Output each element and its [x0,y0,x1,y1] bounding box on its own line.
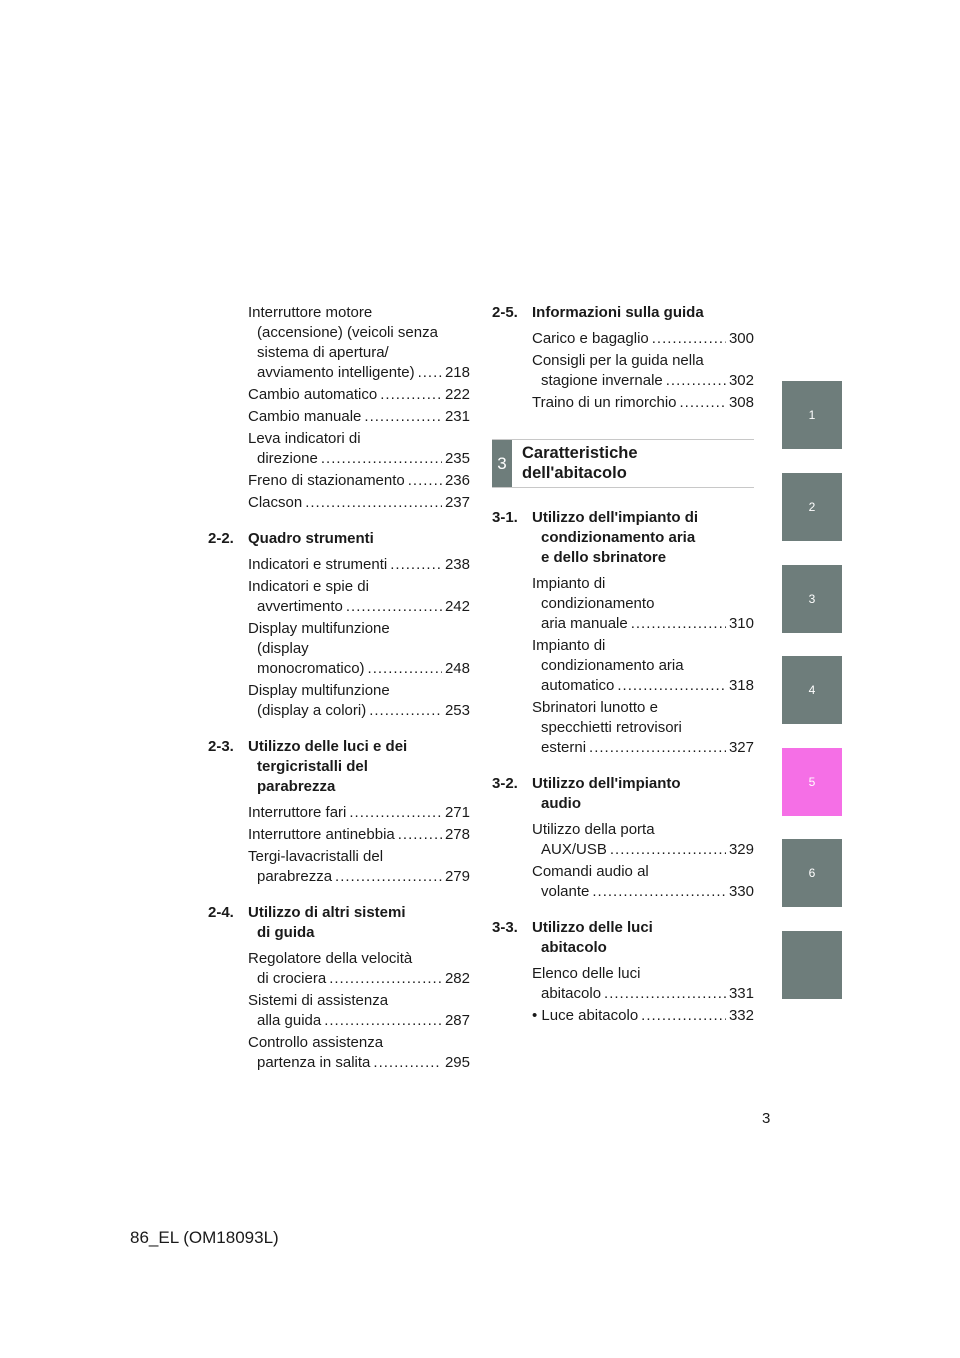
toc-entry[interactable] [492,329,754,349]
toc-entry[interactable] [492,862,754,902]
toc-entry-line [532,594,754,614]
toc-entry-text: Carico e bagaglio [532,330,649,347]
toc-entry-text: direzione [257,450,318,467]
section-heading [208,903,470,943]
toc-entry-line [248,681,470,701]
toc-entry-text: • Luce abitacolo [532,1007,639,1024]
toc-entry-line [248,597,470,617]
toc-left-column [208,303,470,1075]
toc-entry-line [248,1053,470,1073]
toc-right-column [492,303,754,1028]
section-title: Informazioni sulla guida [532,304,704,321]
toc-entry-line [248,449,470,469]
section-title: tergicristalli del [257,758,368,775]
toc-entry-text: Consigli per la guida nella [532,352,704,369]
section-title: Quadro strumenti [248,530,374,547]
dot-leader [666,371,726,391]
toc-entry-text: Comandi audio al [532,863,649,880]
dot-leader [610,840,726,860]
toc-entry-text: volante [541,883,590,900]
dot-leader [390,555,442,575]
toc-entry-text: Display multifunzione [248,682,390,699]
toc-entry-line [248,803,470,823]
section-title: audio [541,795,581,812]
toc-entry[interactable] [208,803,470,823]
section-heading [492,774,754,814]
toc-entry-line [532,676,754,696]
toc-entry-line [248,429,470,449]
toc-entry-line [248,407,470,427]
chapter-tab-2[interactable]: 2 [782,473,842,541]
dot-leader [373,1053,442,1073]
toc-page-number: 271 [444,804,470,821]
toc-entry-text: Sistemi di assistenza [248,992,389,1009]
toc-page-number: 302 [728,372,754,389]
dot-leader [369,701,442,721]
toc-entry[interactable] [208,619,470,679]
toc-entry-text: alla guida [257,1012,322,1029]
dot-leader [641,1006,726,1026]
section-heading [492,508,754,568]
toc-page-number: 248 [444,660,470,677]
toc-entry-text: (accensione) (veicoli senza [257,324,438,341]
toc-page-number: 300 [728,330,754,347]
dot-leader [592,882,726,902]
toc-entry-text: Traino di un rimorchio [532,394,677,411]
dot-leader [305,493,442,513]
toc-page-number: 279 [444,868,470,885]
chapter-title-line: dell'abitacolo [522,464,627,482]
toc-page-number: 308 [728,394,754,411]
toc-entry-line [248,659,470,679]
chapter-title-line: Caratteristiche [522,444,638,462]
toc-entry-line [532,329,754,349]
toc-entry[interactable] [492,964,754,1004]
toc-entry[interactable] [492,574,754,634]
toc-entry-line [532,574,754,594]
toc-entry-text: (display [257,640,309,657]
dot-leader [329,969,442,989]
toc-entry-line [248,1033,470,1053]
toc-entry-line [248,1011,470,1031]
toc-page-number: 235 [444,450,470,467]
toc-entry-text: stagione invernale [541,372,663,389]
toc-entry[interactable] [208,577,470,617]
section-title: di guida [257,924,315,941]
toc-entry-text: avviamento intelligente) [257,364,415,381]
toc-entry-text: specchietti retrovisori [541,719,682,736]
page-number: 3 [762,1110,771,1127]
toc-entry-line [248,991,470,1011]
toc-entry-text: Display multifunzione [248,620,390,637]
toc-entry-text: Impianto di [532,575,606,592]
toc-entry-line [532,698,754,718]
dot-leader [589,738,726,758]
toc-page-number: 295 [444,1054,470,1071]
toc-page-number: 253 [444,702,470,719]
section-heading [492,918,754,958]
toc-entry[interactable] [208,407,470,427]
toc-entry[interactable] [492,698,754,758]
toc-entry-line [248,619,470,639]
document-code: 86_EL (OM18093L) [130,1228,279,1247]
section-number: 3-3. [492,919,518,936]
toc-entry-text: partenza in salita [257,1054,371,1071]
section-number: 2-2. [208,530,234,547]
toc-page-number: 331 [728,985,754,1002]
toc-page-number: 236 [444,472,470,489]
toc-entry-line [248,639,470,659]
section-heading [208,737,470,797]
toc-entry-text: AUX/USB [541,841,607,858]
toc-entry-line [532,614,754,634]
dot-leader [346,597,442,617]
toc-entry-line [248,969,470,989]
toc-entry-line [532,718,754,738]
toc-entry-text: Regolatore della velocità [248,950,413,967]
section-title: parabrezza [257,778,336,795]
toc-entry-line [248,343,470,363]
chapter-tab-3[interactable]: 3 [782,565,842,633]
toc-entry-line [248,949,470,969]
dot-leader [335,867,442,887]
toc-page-number: 242 [444,598,470,615]
dot-leader [321,449,442,469]
section-number: 2-4. [208,904,234,921]
toc-entry[interactable] [492,820,754,860]
section-heading [208,529,470,549]
toc-entry[interactable] [492,393,754,413]
toc-entry-text: aria manuale [541,615,628,632]
dot-leader [364,407,442,427]
toc-entry[interactable] [208,847,470,887]
toc-entry-line [248,493,470,513]
toc-entry[interactable] [208,1033,470,1073]
toc-entry-text: (display a colori) [257,702,367,719]
section-title: abitacolo [541,939,607,956]
chapter-tab-6[interactable]: 6 [782,839,842,907]
chapter-number: 3 [492,440,512,487]
toc-entry[interactable] [208,825,470,845]
section-number: 2-3. [208,738,234,755]
toc-entry-line [248,385,470,405]
toc-entry[interactable] [208,303,470,383]
toc-entry-line [532,738,754,758]
chapter-title [512,440,638,487]
toc-entry-line [532,820,754,840]
toc-entry-line [532,393,754,413]
toc-entry-text: Leva indicatori di [248,430,361,447]
toc-entry[interactable] [208,681,470,721]
toc-entry-line [248,471,470,491]
toc-entry-text: di crociera [257,970,327,987]
section-title: Utilizzo delle luci [532,919,653,936]
toc-page-number: 282 [444,970,470,987]
section-number: 3-1. [492,509,518,526]
toc-entry[interactable] [208,385,470,405]
dot-leader [631,614,726,634]
toc-entry-text: Utilizzo della porta [532,821,655,838]
toc-entry-line [248,847,470,867]
toc-page-number: 231 [444,408,470,425]
toc-entry-text: Indicatori e strumenti [248,556,388,573]
toc-entry-text: condizionamento aria [541,657,684,674]
section-title: condizionamento aria [541,529,696,546]
toc-page-number: 238 [444,556,470,573]
dot-leader [368,659,442,679]
chapter-tab-4[interactable]: 4 [782,656,842,724]
toc-page-number: 318 [728,677,754,694]
section-title: e dello sbrinatore [541,549,667,566]
toc-entry-text: Elenco delle luci [532,965,641,982]
toc-entry-line [532,840,754,860]
toc-entry-text: Impianto di [532,637,606,654]
toc-page-number: 218 [444,364,470,381]
section-title: Utilizzo di altri sistemi [248,904,406,921]
toc-entry-line [248,303,470,323]
section-heading [492,303,754,323]
toc-entry[interactable] [492,351,754,391]
toc-page-number: 329 [728,841,754,858]
section-number: 3-2. [492,775,518,792]
toc-entry-line [248,323,470,343]
dot-leader [604,984,726,1004]
toc-entry-text: Cambio automatico [248,386,378,403]
dot-leader [324,1011,442,1031]
toc-entry-text: Sbrinatori lunotto e [532,699,658,716]
dot-leader [380,385,442,405]
toc-page-number: 330 [728,883,754,900]
toc-entry-line [532,656,754,676]
toc-entry[interactable] [208,555,470,575]
toc-entry-text: sistema di apertura/ [257,344,389,361]
toc-page-number: 237 [444,494,470,511]
toc-entry-line [532,351,754,371]
section-number: 2-5. [492,304,518,321]
toc-entry-text: parabrezza [257,868,333,885]
toc-entry[interactable] [208,991,470,1031]
section-title: Utilizzo delle luci e dei [248,738,408,755]
toc-entry-text: Cambio manuale [248,408,362,425]
dot-leader [652,329,726,349]
toc-page-number: 310 [728,615,754,632]
toc-entry-line [532,1006,754,1026]
toc-entry-text: condizionamento [541,595,655,612]
toc-entry-text: Controllo assistenza [248,1034,384,1051]
chapter-tab-1[interactable]: 1 [782,381,842,449]
toc-entry-text: monocromatico) [257,660,365,677]
dot-leader [418,363,442,383]
toc-entry-line [532,882,754,902]
dot-leader [680,393,726,413]
section-title: Utilizzo dell'impianto [532,775,681,792]
toc-entry[interactable] [208,471,470,491]
dot-leader [408,471,442,491]
toc-entry-text: Indicatori e spie di [248,578,369,595]
toc-entry-line [248,701,470,721]
toc-entry-line [248,825,470,845]
dot-leader [398,825,442,845]
toc-entry-line [248,577,470,597]
toc-entry-text: Interruttore motore [248,304,373,321]
toc-entry-text: abitacolo [541,985,602,1002]
toc-entry-text: Interruttore fari [248,804,347,821]
dot-leader [349,803,442,823]
toc-entry-line [532,371,754,391]
toc-entry[interactable] [492,636,754,696]
toc-entry-line [248,555,470,575]
toc-page-number: 222 [444,386,470,403]
toc-entry-text: Clacson [248,494,303,511]
chapter-heading [492,439,754,488]
toc-entry[interactable] [492,1006,754,1026]
toc-entry-text: Freno di stazionamento [248,472,405,489]
chapter-tab-blank[interactable] [782,931,842,999]
toc-entry[interactable] [208,949,470,989]
toc-page-number: 327 [728,739,754,756]
chapter-tab-5[interactable]: 5 [782,748,842,816]
toc-entry-text: esterni [541,739,587,756]
toc-page-number: 278 [444,826,470,843]
toc-entry[interactable] [208,429,470,469]
toc-entry-text: automatico [541,677,615,694]
toc-entry-line [248,867,470,887]
toc-page-number: 332 [728,1007,754,1024]
toc-entry-line [532,862,754,882]
toc-entry-line [532,636,754,656]
toc-entry-line [248,363,470,383]
toc-entry-line [532,964,754,984]
section-title: Utilizzo dell'impianto di [532,509,699,526]
toc-entry-text: avvertimento [257,598,343,615]
toc-entry[interactable] [208,493,470,513]
dot-leader [617,676,726,696]
toc-entry-text: Interruttore antinebbia [248,826,395,843]
toc-entry-text: Tergi-lavacristalli del [248,848,384,865]
toc-entry-line [532,984,754,1004]
toc-page-number: 287 [444,1012,470,1029]
